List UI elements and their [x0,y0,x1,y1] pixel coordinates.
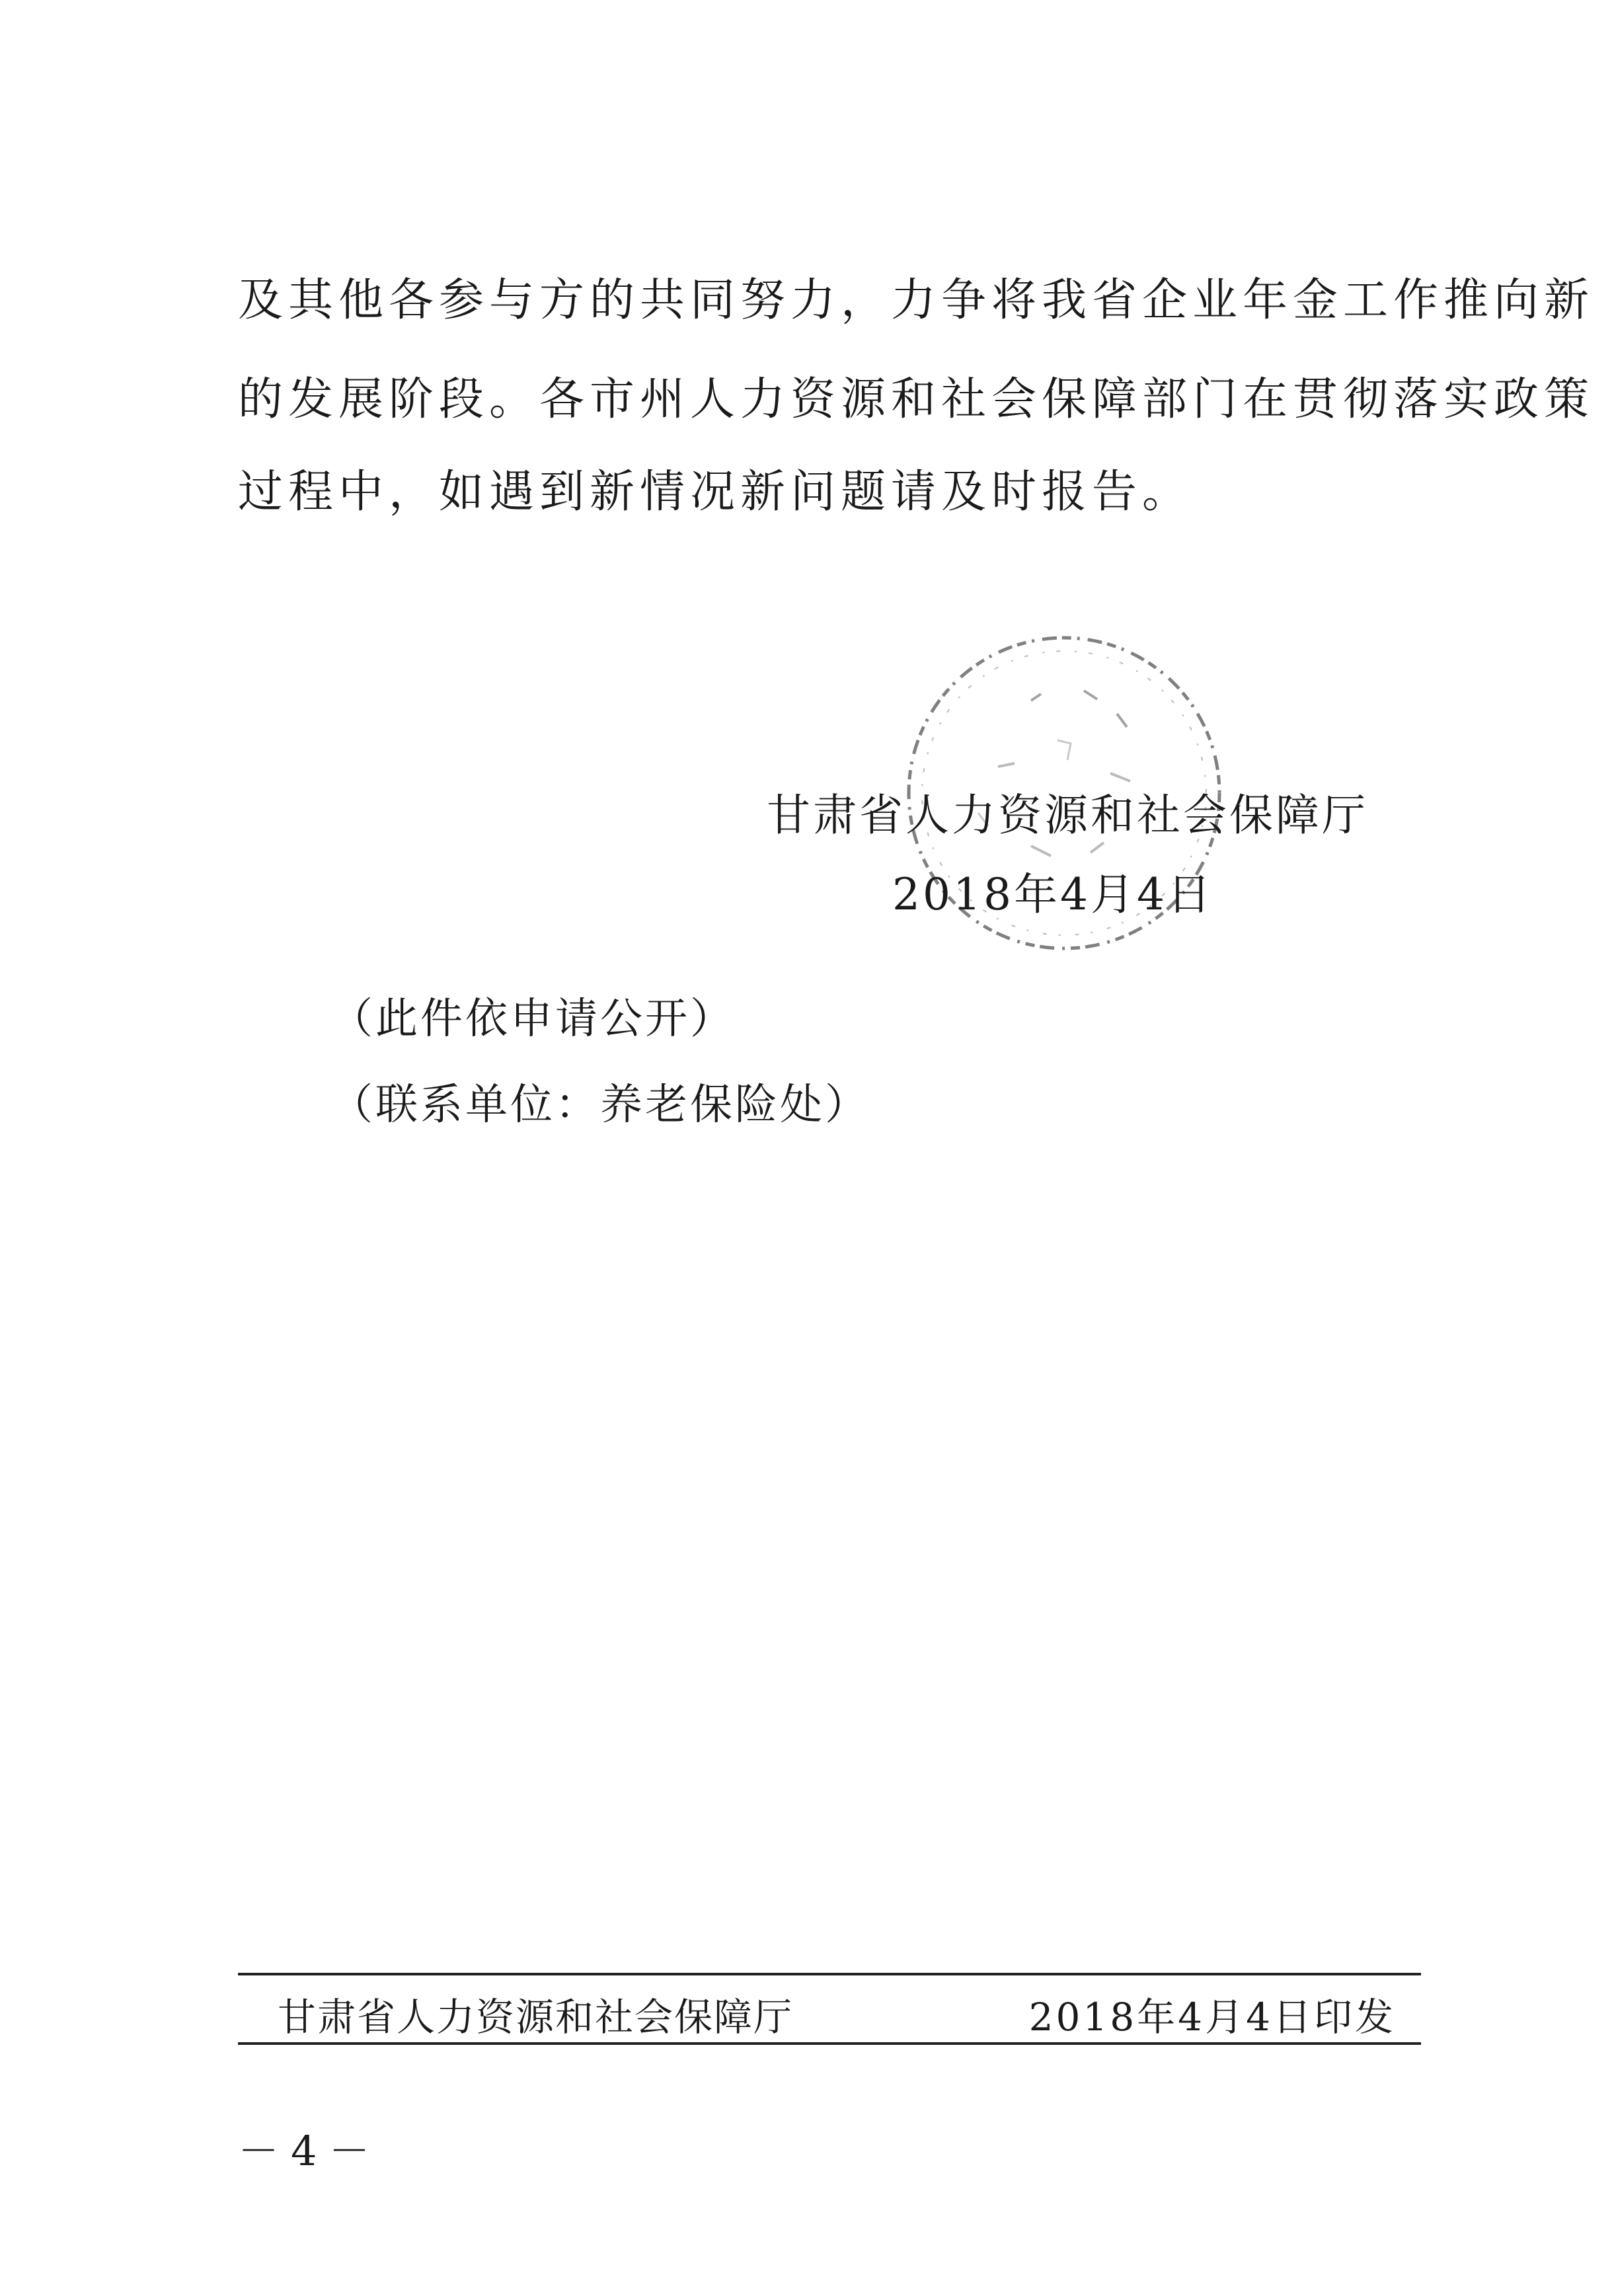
body-text-line-2: 的发展阶段。各市州人力资源和社会保障部门在贯彻落实政策 [238,373,1595,426]
signing-date: 2018年4月4日 [892,869,1213,920]
contact-unit-note: （联系单位：养老保险处） [330,1081,870,1129]
footer-divider-bottom [238,2042,1421,2045]
signing-authority: 甘肃省人力资源和社会保障厅 [767,790,1368,841]
page-number: －4－ [238,2127,382,2175]
disclosure-note: （此件依申请公开） [330,995,735,1044]
footer-print-date: 2018年4月4日印发 [1028,1995,1396,2040]
body-text-line-1: 及其他各参与方的共同努力，力争将我省企业年金工作推向新 [238,274,1595,326]
footer-issuer: 甘肃省人力资源和社会保障厅 [278,1995,794,2040]
body-text-line-3: 过程中，如遇到新情况新问题请及时报告。 [238,466,1193,518]
footer-divider-top [238,1973,1421,1975]
